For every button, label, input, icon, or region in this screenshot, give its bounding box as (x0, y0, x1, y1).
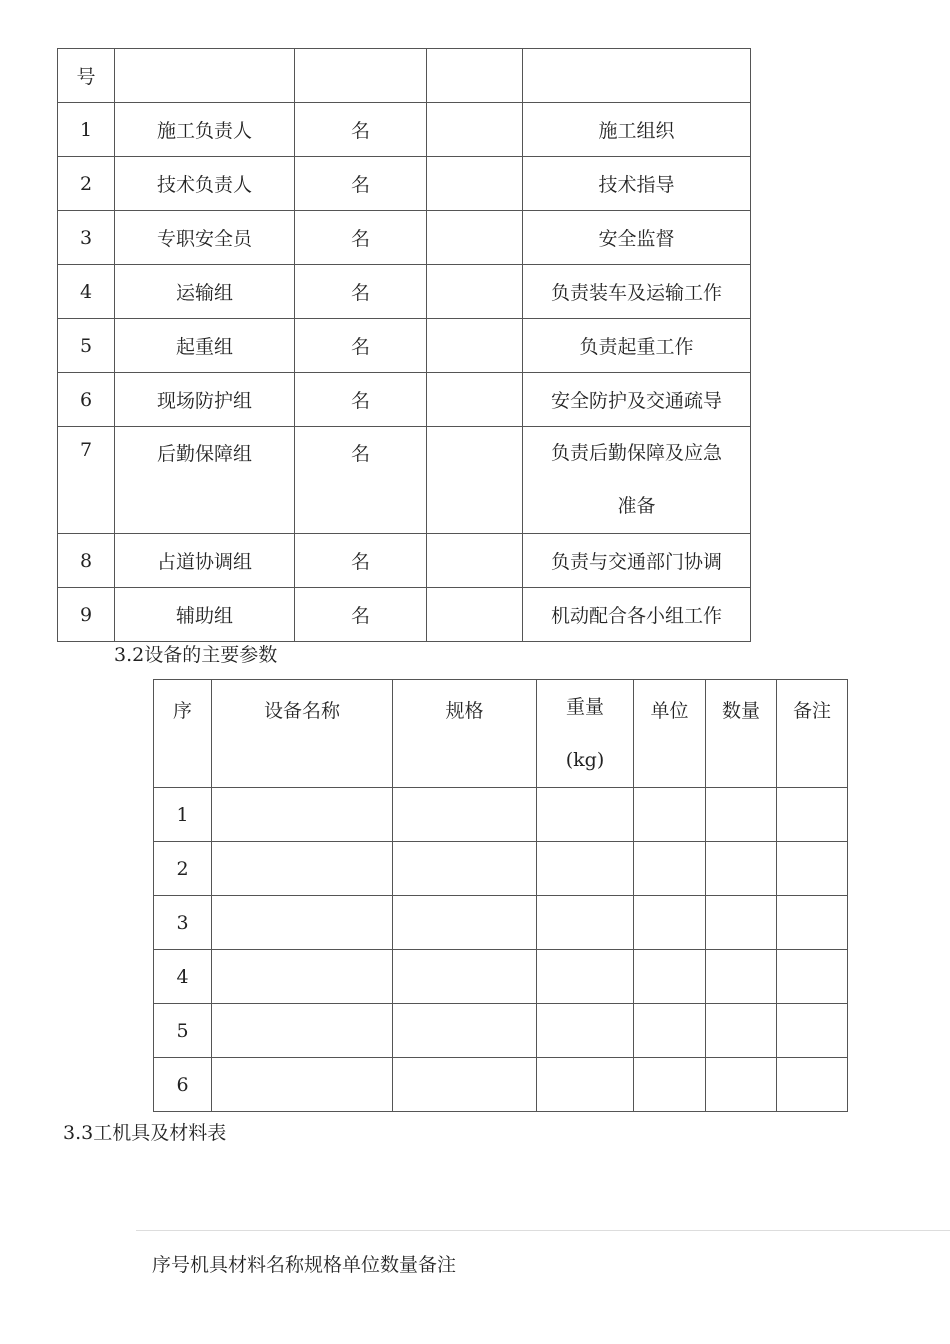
empty-cell (537, 950, 634, 1004)
role-cell: 施工负责人 (115, 103, 295, 157)
unit-cell: 名 (295, 103, 427, 157)
empty-cell (212, 842, 393, 896)
table-row (58, 157, 751, 211)
duty-line: 负责后勤保障及应急 (550, 442, 722, 464)
row-number: 3 (154, 896, 212, 950)
header-cell-name: 设备名称 (212, 680, 393, 788)
empty-cell (537, 788, 634, 842)
duty-cell: 负责起重工作 (523, 319, 751, 373)
role-cell: 占道协调组 (115, 534, 295, 588)
empty-cell (212, 1004, 393, 1058)
empty-cell (777, 842, 848, 896)
duty-cell: 负责装车及运输工作 (523, 265, 751, 319)
table-row (154, 950, 848, 1004)
duty-cell: 机动配合各小组工作 (523, 588, 751, 642)
section-heading-3-2: 3.2设备的主要参数 (114, 644, 278, 666)
empty-cell (706, 1058, 777, 1112)
tools-table-header: 序号机具材料名称规格单位数量备注 (152, 1254, 457, 1276)
header-line: 重量 (565, 695, 604, 718)
table-row (58, 319, 751, 373)
table-row (58, 534, 751, 588)
empty-cell (706, 788, 777, 842)
empty-cell (634, 1058, 706, 1112)
empty-cell (212, 1058, 393, 1112)
empty-cell (393, 1004, 537, 1058)
row-number: 2 (154, 842, 212, 896)
table-row (58, 49, 751, 103)
section-heading-3-3: 3.3工机具及材料表 (63, 1122, 227, 1144)
empty-cell (634, 896, 706, 950)
header-cell-weight (537, 680, 634, 788)
empty-cell (634, 1004, 706, 1058)
table-row (58, 211, 751, 265)
unit-cell: 名 (295, 427, 427, 534)
empty-cell (634, 950, 706, 1004)
role-cell: 现场防护组 (115, 373, 295, 427)
empty-cell (537, 1058, 634, 1112)
empty-cell (777, 1004, 848, 1058)
empty-cell (393, 950, 537, 1004)
header-cell-remark: 备注 (777, 680, 848, 788)
role-cell: 后勤保障组 (115, 427, 295, 534)
count-cell (427, 373, 523, 427)
page-divider (136, 1230, 950, 1231)
empty-cell (634, 842, 706, 896)
table-row (154, 788, 848, 842)
empty-cell (777, 788, 848, 842)
header-cell-seq: 序 (154, 680, 212, 788)
duty-cell: 安全监督 (523, 211, 751, 265)
role-cell: 专职安全员 (115, 211, 295, 265)
unit-cell: 名 (295, 319, 427, 373)
empty-cell (393, 896, 537, 950)
row-number: 6 (154, 1058, 212, 1112)
row-number: 3 (58, 211, 115, 265)
empty-cell (212, 950, 393, 1004)
count-cell (427, 211, 523, 265)
unit-cell: 名 (295, 211, 427, 265)
unit-cell: 名 (295, 534, 427, 588)
row-number: 6 (58, 373, 115, 427)
count-cell (427, 103, 523, 157)
table-row (154, 1058, 848, 1112)
row-number: 1 (154, 788, 212, 842)
duty-cell (523, 427, 751, 534)
duty-cell: 负责与交通部门协调 (523, 534, 751, 588)
empty-cell (706, 950, 777, 1004)
role-cell: 技术负责人 (115, 157, 295, 211)
equipment-table (153, 679, 848, 1112)
unit-cell: 名 (295, 265, 427, 319)
unit-cell: 名 (295, 373, 427, 427)
count-cell (427, 265, 523, 319)
unit-cell: 名 (295, 157, 427, 211)
header-cell (295, 49, 427, 103)
empty-cell (634, 788, 706, 842)
unit-cell: 名 (295, 588, 427, 642)
header-line: (kg) (565, 748, 605, 771)
empty-cell (706, 842, 777, 896)
header-cell (523, 49, 751, 103)
table-row (58, 373, 751, 427)
duty-cell: 技术指导 (523, 157, 751, 211)
header-cell-unit: 单位 (634, 680, 706, 788)
row-number: 5 (154, 1004, 212, 1058)
empty-cell (537, 842, 634, 896)
row-number: 9 (58, 588, 115, 642)
table-row (154, 896, 848, 950)
header-cell (115, 49, 295, 103)
table-row (58, 265, 751, 319)
header-cell-spec: 规格 (393, 680, 537, 788)
table-row (154, 842, 848, 896)
empty-cell (706, 896, 777, 950)
table-header-row (154, 680, 848, 788)
empty-cell (393, 1058, 537, 1112)
empty-cell (777, 896, 848, 950)
count-cell (427, 534, 523, 588)
role-cell: 运输组 (115, 265, 295, 319)
role-cell: 辅助组 (115, 588, 295, 642)
staff-table (57, 48, 751, 642)
empty-cell (537, 1004, 634, 1058)
duty-cell: 施工组织 (523, 103, 751, 157)
count-cell (427, 157, 523, 211)
empty-cell (777, 950, 848, 1004)
table-row (58, 427, 751, 534)
count-cell (427, 319, 523, 373)
row-number: 1 (58, 103, 115, 157)
header-cell-qty: 数量 (706, 680, 777, 788)
empty-cell (393, 842, 537, 896)
row-number: 4 (58, 265, 115, 319)
count-cell (427, 427, 523, 534)
empty-cell (212, 896, 393, 950)
empty-cell (706, 1004, 777, 1058)
empty-cell (537, 896, 634, 950)
row-number: 8 (58, 534, 115, 588)
row-number: 5 (58, 319, 115, 373)
header-cell-num: 号 (58, 49, 115, 103)
count-cell (427, 588, 523, 642)
table-row (58, 588, 751, 642)
duty-cell: 安全防护及交通疏导 (523, 373, 751, 427)
header-cell (427, 49, 523, 103)
empty-cell (393, 788, 537, 842)
duty-line: 准备 (617, 495, 656, 517)
table-row (58, 103, 751, 157)
row-number: 7 (58, 427, 115, 534)
role-cell: 起重组 (115, 319, 295, 373)
empty-cell (212, 788, 393, 842)
row-number: 4 (154, 950, 212, 1004)
empty-cell (777, 1058, 848, 1112)
row-number: 2 (58, 157, 115, 211)
table-row (154, 1004, 848, 1058)
